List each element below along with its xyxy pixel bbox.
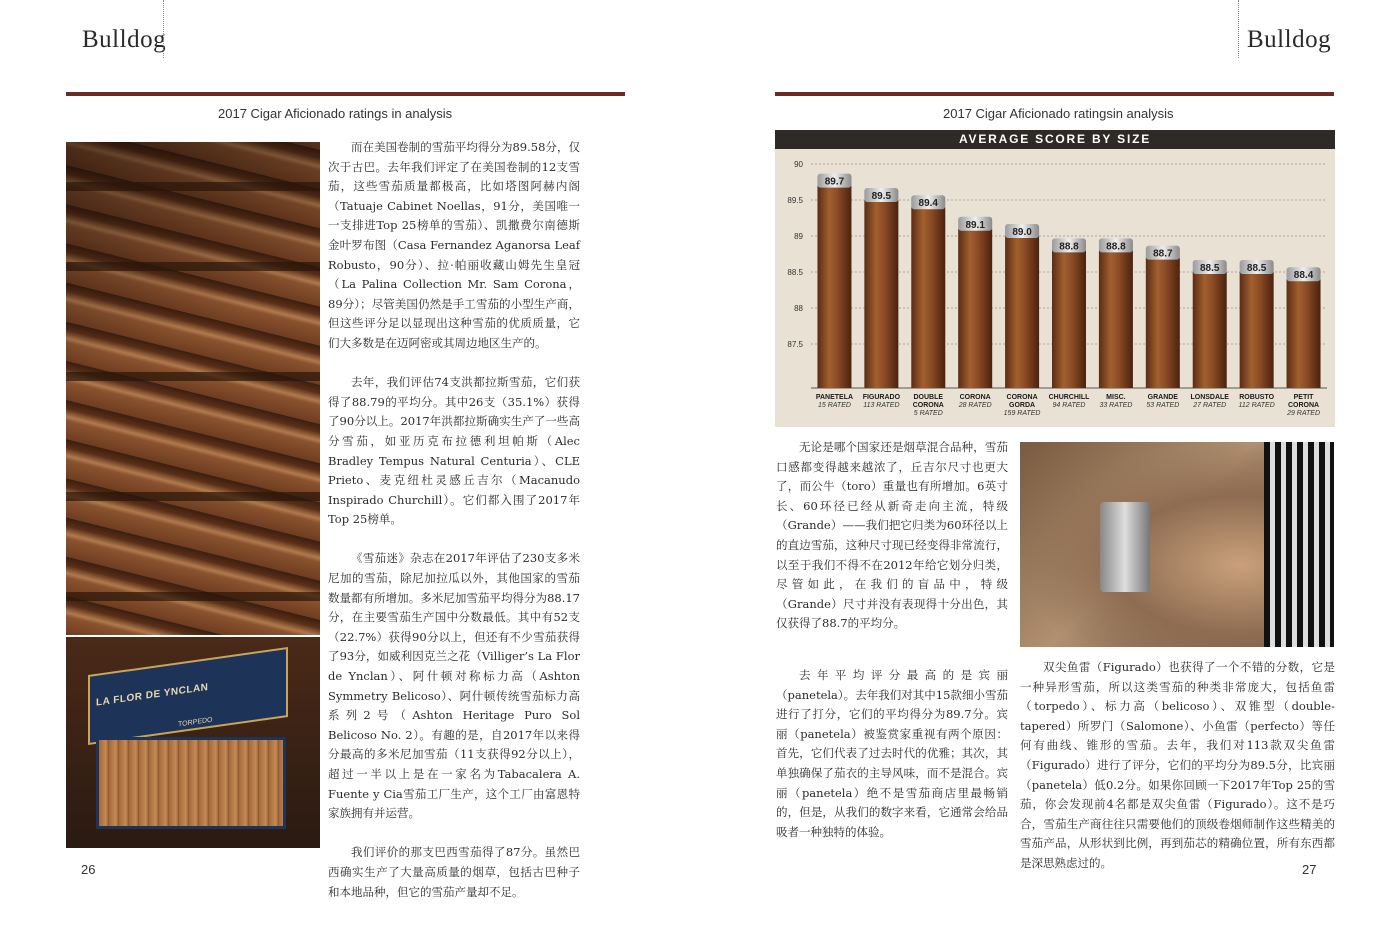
- article-text-right-top: [776, 438, 1008, 654]
- x-rated-count-label: 27 RATED: [1193, 402, 1227, 409]
- section-subhead-left: 2017 Cigar Aficionado ratings in analysis: [218, 106, 453, 121]
- paragraph: 而在美国卷制的雪茄平均得分为89.58分，仅次于古巴。去年我们评定了在美国卷制的12支雪茄，这些雪茄质量都极高，比如塔图阿赫内阁（Tatuaje Cabinet Noellas，91分，美国唯一一支排进Top 25榜单的雪茄）、凯撒费尔南德斯金叶罗布图（Casa Fernandez Aganorsa Leaf Robusto，90分）、拉·帕丽收藏山姆先生皇冠（La Palina Collection Mr. Sam Corona，89分）；尽管美国仍然是手工雪茄的小型生产商，但这些评分足以显现出这种雪茄的优质质量，它们大多数是在迈阿密或其周边地区生产的。: [328, 140, 580, 350]
- cigar-bar: [911, 207, 945, 388]
- x-category-label: FIGURADO: [862, 394, 901, 401]
- brand-logo-left: Bulldog: [82, 26, 167, 53]
- paragraph: 去年平均评分最高的是宾丽（panetela）。去年我们对其中15款细小雪茄进行了打分，它们的平均得分为89.7分。宾丽（panetela）被鉴赏家重视有两个原因：首先，它们代表了过去时代的优雅；其次，其单独确保了茄衣的主导风味，而不是混合。宾丽（panetela）绝不是雪茄商店里最畅销的，但是，从我们的数字来看，它通常会给品吸者一种独特的体验。: [776, 668, 1008, 839]
- x-category-label: MISC.: [1106, 394, 1126, 401]
- cigar-bar: [1052, 250, 1086, 388]
- x-category-label: ROBUSTO: [1239, 394, 1275, 401]
- article-text-left-column: [328, 138, 580, 922]
- cigar-bar: [817, 186, 851, 388]
- chart-title: AVERAGE SCORE BY SIZE: [775, 130, 1335, 149]
- x-category-label: CORONA: [1006, 394, 1038, 401]
- cigar-box-photo: [66, 637, 320, 848]
- cigar-bar: [1146, 258, 1180, 388]
- bar-value-label: 88.8: [1059, 241, 1079, 253]
- cigar-rolling-photo: [1020, 442, 1334, 647]
- cigar-box-brand: LA FLOR DE YNCLAN: [96, 681, 209, 709]
- x-category-label: DOUBLE: [913, 394, 944, 401]
- header-rule-left: [66, 92, 625, 96]
- x-category-label: PETIT: [1293, 394, 1314, 401]
- x-rated-count-label: 29 RATED: [1287, 410, 1321, 417]
- bar-value-label: 88.8: [1106, 241, 1126, 253]
- bar-value-label: 88.5: [1199, 263, 1220, 274]
- x-rated-count-label: 112 RATED: [1238, 402, 1275, 409]
- bar-value-label: 88.4: [1293, 270, 1314, 282]
- cigar-box-variant: TORPEDO: [178, 716, 213, 729]
- y-tick-label: 88.5: [787, 268, 803, 277]
- cigar-bar: [864, 200, 898, 388]
- cigar-mold: [1100, 502, 1150, 592]
- article-text-right-bottom-right: [1020, 658, 1335, 893]
- x-rated-count-label: 28 RATED: [958, 402, 992, 409]
- paragraph: 我们评价的那支巴西雪茄得了87分。虽然巴西确实生产了大量高质量的烟草，包括古巴种子和本地品种，但它的雪茄产量却不足。: [328, 845, 580, 899]
- bar-value-label: 88.7: [1153, 248, 1173, 260]
- y-tick-label: 90: [794, 160, 803, 169]
- cigar-bar: [1005, 236, 1039, 388]
- y-tick-label: 88: [794, 304, 803, 313]
- x-rated-count-label: 15 RATED: [817, 402, 851, 409]
- section-subhead-right: 2017 Cigar Aficionado ratingsin analysis: [943, 106, 1174, 121]
- brand-logo-right: Bulldog: [1247, 26, 1332, 53]
- paragraph: 去年，我们评估74支洪都拉斯雪茄，它们获得了88.79的平均分。其中26支（35.1%）获得了90分以上。2017年洪都拉斯确实生产了一些高分雪茄，如亚历克布拉德利坦帕斯（Alec Bradley Tempus Natural Centuria）、CLE Prieto、麦克纽杜灵感丘吉尔（Macanudo Inspirado Churchill）。它们都入围了2017年Top 25榜单。: [328, 375, 580, 527]
- cigar-bar: [1193, 272, 1227, 388]
- cigar-bar: [1240, 272, 1274, 388]
- y-tick-label: 89.5: [787, 196, 803, 205]
- page-number-left: 26: [81, 862, 96, 877]
- header-divider-left: [163, 0, 164, 58]
- x-rated-count-label: 5 RATED: [913, 410, 943, 417]
- paragraph: 无论是哪个国家还是烟草混合品种，雪茄口感都变得越来越浓了，丘吉尔尺寸也更大了，而公牛（toro）重量也有所增加。6英寸长、60环径已经从新奇走向主流，特级（Grande）——我们把它归类为60环径以上的直边雪茄，这种尺寸现已经变得非常流行，以至于我们不得不在2012年给它划分归类，尽管如此，在我们的盲品中，特级（Grande）尺寸并没有表现得十分出色，其仅获得了88.7的平均分。: [776, 440, 1008, 631]
- x-rated-count-label: 53 RATED: [1146, 402, 1180, 409]
- x-category-label: GRANDE: [1147, 394, 1178, 401]
- x-category-label: CORONA: [1287, 402, 1320, 409]
- chart-plot: [775, 130, 1335, 427]
- paragraph: 《雪茄迷》杂志在2017年评估了230支多米尼加的雪茄，除尼加拉瓜以外，其他国家的雪茄数量都有所增加。多米尼加雪茄平均得分为88.17分，在主要雪茄生产国中分数最低。其中有52支（22.7%）获得90分以上，但还有不少雪茄获得了93分，如威利因克兰之花（Villiger’s La Flor de Ynclan）、阿什顿对称标力高（Ashton Symmetry Belicoso）、阿什顿传统雪茄标力高系列2号（Ashton Heritage Puro Sol Belicoso No. 2）。有趣的是，自2017年以来得分最高的多米尼加雪茄（11支获得92分以上），超过一半以上是在一家名为Tabacalera A. Fuente y Cia雪茄工厂生产，这个工厂由富恩特家族拥有并运营。: [328, 551, 580, 821]
- bar-value-label: 89.5: [871, 191, 892, 202]
- y-tick-label: 89: [794, 232, 803, 241]
- cigar-bar: [1099, 250, 1133, 388]
- humidor-shop-photo: [66, 142, 320, 635]
- roller-shirt: [1264, 442, 1334, 647]
- x-category-label: PANETELA: [815, 394, 854, 401]
- page-number-right: 27: [1302, 862, 1317, 877]
- article-text-right-bottom-left: [776, 666, 1008, 862]
- paragraph: 双尖鱼雷（Figurado）也获得了一个不错的分数，它是一种异形雪茄，所以这类雪茄的种类非常庞大，包括鱼雷（torpedo）、标力高（belicoso）、双锥型（double-tapered）所罗门（Salomone）、小鱼雷（perfecto）等任何有曲线、锥形的雪茄。去年，我们对113款双尖鱼雷（Figurado）进行了评分，它们的平均分为89.5分，比宾丽（panetela）低0.2分。如果你回顾一下2017年Top 25的雪茄，你会发现前4名都是双尖鱼雷（Figurado）。这不是巧合，雪茄生产商往往只需要他们的顶级卷烟师制作这些精美的雪茄产品，从形状到比例，再到茄芯的精确位置，所有东西都是深思熟虑过的。: [1020, 660, 1335, 870]
- x-rated-count-label: 113 RATED: [863, 402, 900, 409]
- bar-value-label: 89.7: [824, 176, 845, 188]
- header-rule-right: [775, 92, 1334, 96]
- bar-value-label: 89.4: [918, 198, 939, 210]
- cigar-box-tray: [96, 737, 286, 829]
- y-tick-label: 87.5: [787, 340, 803, 349]
- average-score-chart: [775, 130, 1335, 427]
- cigar-bar: [958, 229, 992, 388]
- x-rated-count-label: 33 RATED: [1099, 402, 1133, 409]
- x-category-label: LONSDALE: [1190, 394, 1229, 401]
- cigar-bar: [1287, 279, 1321, 388]
- x-rated-count-label: 159 RATED: [1003, 410, 1041, 417]
- bar-value-label: 89.1: [965, 219, 985, 231]
- x-category-label: CORONA: [912, 402, 944, 409]
- bar-value-label: 88.5: [1246, 263, 1267, 274]
- bar-value-label: 89.0: [1012, 227, 1032, 238]
- x-category-label: CHURCHILL: [1048, 394, 1090, 401]
- x-category-label: GORDA: [1009, 402, 1036, 409]
- x-rated-count-label: 94 RATED: [1052, 402, 1086, 409]
- x-category-label: CORONA: [959, 394, 991, 401]
- header-divider-right: [1238, 0, 1239, 58]
